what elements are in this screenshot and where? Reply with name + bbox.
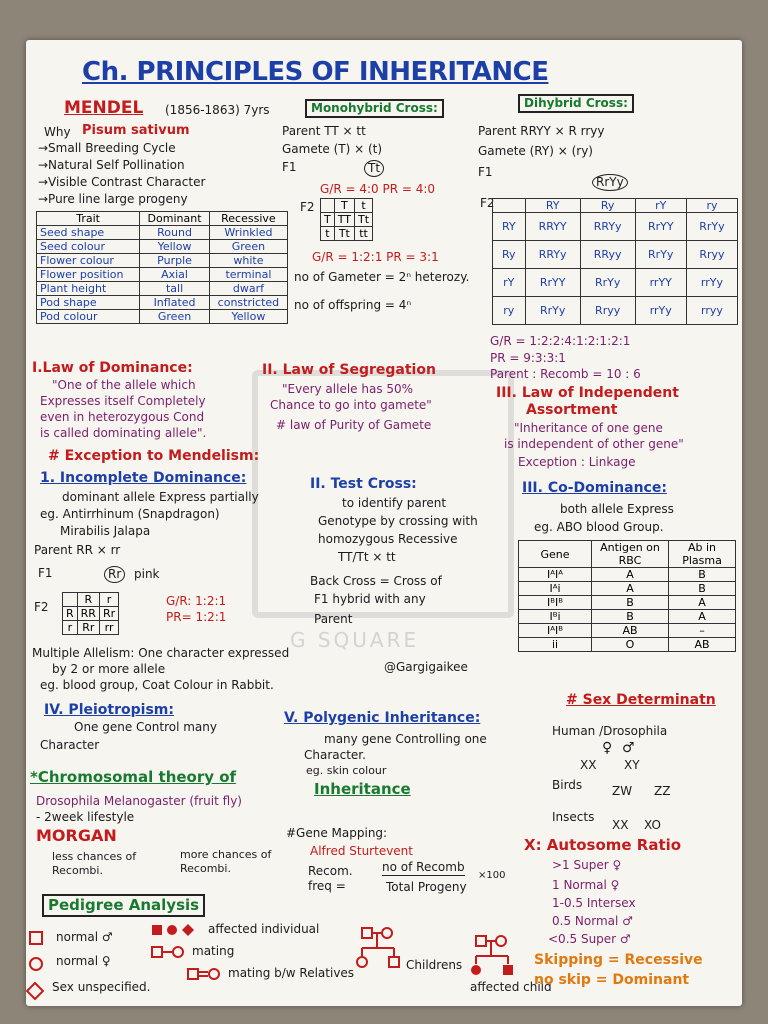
pedigree-heading: Pedigree Analysis bbox=[42, 894, 205, 917]
di-pr: PR = 9:3:3:1 bbox=[490, 351, 566, 365]
antibody-cell: A bbox=[669, 610, 736, 624]
alfred-sturtevent: Alfred Sturtevent bbox=[310, 844, 413, 858]
exc-parent: Parent RR × rr bbox=[34, 543, 121, 557]
punnett-cell: rY bbox=[493, 269, 526, 297]
trait-cell: Pod shape bbox=[37, 296, 140, 310]
punnett-cell: t bbox=[321, 227, 335, 241]
dominant-cell: Green bbox=[140, 310, 210, 324]
law-independent-heading: III. Law of Independent bbox=[496, 385, 679, 401]
punnett-cell: Ry bbox=[493, 241, 526, 269]
punnett-cell: TT bbox=[334, 213, 354, 227]
recessive-cell: terminal bbox=[209, 268, 287, 282]
punnett-cell: RrYy bbox=[525, 297, 580, 325]
normal-female-icon bbox=[28, 956, 44, 972]
gene-cell: ii bbox=[519, 638, 592, 652]
recomb-freq-label: Recom. freq = bbox=[308, 864, 353, 893]
normal-male-label: normal ♂ bbox=[56, 930, 113, 944]
law-independent-heading-2: Assortment bbox=[526, 402, 618, 418]
poly-line: eg. skin colour bbox=[306, 764, 387, 777]
gene-cell: Iᴬi bbox=[519, 582, 592, 596]
poly-line: many gene Controlling one bbox=[324, 732, 487, 746]
dominant-header: Dominant bbox=[140, 212, 210, 226]
punnett-cell: RRYy bbox=[580, 213, 635, 241]
normal-male-icon bbox=[28, 930, 44, 946]
human-xx: XX bbox=[580, 758, 597, 772]
birds-zw: ZW bbox=[612, 784, 633, 798]
no-skip-dominant: no skip = Dominant bbox=[534, 972, 690, 988]
reason-1: →Small Breeding Cycle bbox=[38, 141, 176, 155]
mating-label: mating bbox=[192, 944, 235, 958]
law-segregation-heading: II. Law of Segregation bbox=[262, 362, 436, 378]
why-label: Why bbox=[44, 125, 71, 139]
dihybrid-heading: Dihybrid Cross: bbox=[518, 94, 634, 113]
mendel-years: (1856-1863) 7yrs bbox=[165, 103, 270, 117]
birds-label: Birds bbox=[552, 778, 583, 792]
trait-cell: Pod colour bbox=[37, 310, 140, 324]
trait-cell: Seed shape bbox=[37, 226, 140, 240]
dominant-cell: Inflated bbox=[140, 296, 210, 310]
trait-cell: Flower colour bbox=[37, 254, 140, 268]
gametes-formula: no of Gameter = 2ⁿ heterozy. bbox=[294, 270, 470, 284]
formula-denominator: Total Progeny bbox=[386, 880, 467, 894]
more-chances: more chances of Recombi. bbox=[180, 848, 272, 875]
dominant-cell: Round bbox=[140, 226, 210, 240]
antigen-cell: B bbox=[592, 610, 669, 624]
punnett-cell: RR bbox=[77, 607, 99, 621]
antibody-cell: B bbox=[669, 582, 736, 596]
test-cross-heading: II. Test Cross: bbox=[310, 476, 417, 492]
gene-mapping-heading: #Gene Mapping: bbox=[286, 826, 388, 840]
skipping-recessive: Skipping = Recessive bbox=[534, 952, 703, 968]
punnett-cell: Rryy bbox=[580, 297, 635, 325]
dominant-cell: Yellow bbox=[140, 240, 210, 254]
multiple-allelism-line: Multiple Allelism: One character expressed bbox=[32, 646, 290, 660]
human-drosophila: Human /Drosophila bbox=[552, 724, 668, 738]
law-dominance-heading: I.Law of Dominance: bbox=[32, 360, 193, 376]
recessive-cell: dwarf bbox=[209, 282, 287, 296]
punnett-cell: rr bbox=[99, 621, 118, 635]
punnett-cell bbox=[493, 199, 526, 213]
mono-gamete: Gamete (T) × (t) bbox=[282, 142, 383, 156]
unspecified-diamond-icon bbox=[26, 982, 44, 1000]
test-line: TT/Tt × tt bbox=[338, 550, 396, 564]
recessive-cell: Wrinkled bbox=[209, 226, 287, 240]
mono-punnett bbox=[320, 198, 373, 241]
test-line: Genotype by crossing with bbox=[318, 514, 478, 528]
antigen-cell: B bbox=[592, 596, 669, 610]
di-parent: Parent RRYY × R rryy bbox=[478, 124, 605, 138]
exc-f2-label: F2 bbox=[34, 600, 49, 614]
punnett-cell: RRyy bbox=[580, 241, 635, 269]
pisum-sativum: Pisum sativum bbox=[82, 123, 190, 138]
formula-times: ×100 bbox=[478, 870, 506, 881]
punnett-cell: rrYy bbox=[686, 269, 737, 297]
sex-determination-heading: # Sex Determinatn bbox=[566, 692, 716, 708]
trait-cell: Flower position bbox=[37, 268, 140, 282]
di-punnett bbox=[492, 198, 738, 325]
recessive-cell: white bbox=[209, 254, 287, 268]
incomplete-dominance-heading: 1. Incomplete Dominance: bbox=[40, 470, 247, 486]
punnett-cell: RrYY bbox=[635, 213, 686, 241]
exc-pr: PR= 1:2:1 bbox=[166, 610, 227, 624]
gene-cell: Iᴮi bbox=[519, 610, 592, 624]
punnett-cell: rryy bbox=[686, 297, 737, 325]
punnett-cell: RRYY bbox=[525, 213, 580, 241]
insects-xo: XO bbox=[644, 818, 661, 832]
recessive-cell: constricted bbox=[209, 296, 287, 310]
offspring-formula: no of offspring = 4ⁿ bbox=[294, 298, 412, 312]
di-gr: G/R = 1:2:2:4:1:2:1:2:1 bbox=[490, 334, 631, 348]
normal-female-label: normal ♀ bbox=[56, 954, 111, 968]
autosome-line: >1 Super ♀ bbox=[552, 858, 622, 872]
antigen-header: Antigen on RBC bbox=[592, 541, 669, 568]
di-gamete: Gamete (RY) × (ry) bbox=[478, 144, 593, 158]
punnett-cell bbox=[63, 593, 78, 607]
punnett-cell: T bbox=[321, 213, 335, 227]
chromosomal-theory-heading: *Chromosomal theory of bbox=[30, 768, 237, 786]
law2-line: Chance to go into gamete" bbox=[270, 398, 432, 412]
recessive-cell: Yellow bbox=[209, 310, 287, 324]
punnett-cell: ry bbox=[686, 199, 737, 213]
punnett-cell: Tt bbox=[354, 213, 372, 227]
autosome-line: <0.5 Super ♂ bbox=[548, 932, 631, 946]
exc-punnett bbox=[62, 592, 119, 635]
gene-header: Gene bbox=[519, 541, 592, 568]
punnett-cell: RY bbox=[525, 199, 580, 213]
di-f1-label: F1 bbox=[478, 165, 493, 179]
mendel-heading: MENDEL bbox=[64, 98, 144, 118]
antigen-cell: O bbox=[592, 638, 669, 652]
monohybrid-heading: Monohybrid Cross: bbox=[305, 99, 444, 118]
punnett-cell: t bbox=[354, 199, 372, 213]
multiple-allelism-line: eg. blood group, Coat Colour in Rabbit. bbox=[40, 678, 274, 692]
morgan-heading: MORGAN bbox=[36, 826, 117, 845]
poly-line: Character. bbox=[304, 748, 366, 762]
punnett-cell: R bbox=[63, 607, 78, 621]
punnett-cell: Rr bbox=[77, 621, 99, 635]
exceptions-heading: # Exception to Mendelism: bbox=[48, 448, 260, 464]
autosome-line: 0.5 Normal ♂ bbox=[552, 914, 633, 928]
multiple-allelism-line: by 2 or more allele bbox=[52, 662, 166, 676]
autosome-line: 1-0.5 Intersex bbox=[552, 896, 636, 910]
punnett-cell: RY bbox=[493, 213, 526, 241]
relatives-mating-icon bbox=[186, 966, 222, 984]
abo-table bbox=[518, 540, 736, 652]
punnett-cell: ry bbox=[493, 297, 526, 325]
affected-individual-label: affected individual bbox=[208, 922, 320, 936]
gene-cell: IᴬIᴮ bbox=[519, 624, 592, 638]
female-symbol: ♀ bbox=[602, 740, 613, 756]
insects-label: Insects bbox=[552, 810, 595, 824]
insects-xx: XX bbox=[612, 818, 629, 832]
punnett-cell: r bbox=[63, 621, 78, 635]
antibody-cell: – bbox=[669, 624, 736, 638]
antigen-cell: AB bbox=[592, 624, 669, 638]
back-cross-line: F1 hybrid with any bbox=[314, 592, 426, 606]
mono-f1: Tt bbox=[364, 160, 384, 177]
gene-cell: IᴮIᴮ bbox=[519, 596, 592, 610]
punnett-cell: rY bbox=[635, 199, 686, 213]
trait-table bbox=[36, 211, 288, 324]
pink-label: pink bbox=[134, 567, 160, 581]
page-title: Ch. PRINCIPLES OF INHERITANCE bbox=[82, 57, 549, 87]
back-cross-line: Back Cross = Cross of bbox=[310, 574, 442, 588]
punnett-cell: Rr bbox=[99, 607, 118, 621]
reason-4: →Pure line large progeny bbox=[38, 192, 188, 206]
author-handle: @Gargigaikee bbox=[384, 660, 468, 674]
punnett-cell: RrYY bbox=[525, 269, 580, 297]
antibody-cell: B bbox=[669, 568, 736, 582]
punnett-cell: T bbox=[334, 199, 354, 213]
exc-f1-label: F1 bbox=[38, 566, 53, 580]
di-recomb: Parent : Recomb = 10 : 6 bbox=[490, 367, 641, 381]
pleiotropism-heading: IV. Pleiotropism: bbox=[44, 702, 174, 718]
incomplete-line: eg. Antirrhinum (Snapdragon) bbox=[40, 507, 220, 521]
unspecified-label: Sex unspecified. bbox=[52, 980, 151, 994]
law1-line: Expresses itself Completely bbox=[40, 394, 206, 408]
less-chances: less chances of Recombi. bbox=[52, 850, 137, 877]
law3-line: "Inheritance of one gene bbox=[514, 421, 663, 435]
incomplete-line: Mirabilis Jalapa bbox=[60, 524, 151, 538]
punnett-cell: RRYy bbox=[525, 241, 580, 269]
punnett-cell: R bbox=[77, 593, 99, 607]
antigen-cell: A bbox=[592, 582, 669, 596]
linkage-exception: Exception : Linkage bbox=[518, 455, 636, 469]
reason-3: →Visible Contrast Character bbox=[38, 175, 206, 189]
trait-cell: Seed colour bbox=[37, 240, 140, 254]
dominant-cell: Purple bbox=[140, 254, 210, 268]
recessive-cell: Green bbox=[209, 240, 287, 254]
antibody-cell: A bbox=[669, 596, 736, 610]
dominant-cell: tall bbox=[140, 282, 210, 296]
chromo-line: - 2week lifestyle bbox=[36, 810, 135, 824]
pleio-line: One gene Control many bbox=[74, 720, 217, 734]
trait-header: Trait bbox=[37, 212, 140, 226]
gene-cell: IᴬIᴬ bbox=[519, 568, 592, 582]
codom-line: eg. ABO blood Group. bbox=[534, 520, 664, 534]
mono-ratio-2: G/R = 1:2:1 PR = 3:1 bbox=[312, 250, 439, 264]
trait-cell: Plant height bbox=[37, 282, 140, 296]
punnett-cell: RrYy bbox=[580, 269, 635, 297]
recessive-header: Recessive bbox=[209, 212, 287, 226]
pleio-line: Character bbox=[40, 738, 100, 752]
exc-gr: G/R: 1:2:1 bbox=[166, 594, 227, 608]
chromo-line: Drosophila Melanogaster (fruit fly) bbox=[36, 794, 242, 808]
punnett-cell: r bbox=[99, 593, 118, 607]
law1-line: is called dominating allele". bbox=[40, 426, 207, 440]
test-line: to identify parent bbox=[342, 496, 447, 510]
autosome-line: 1 Normal ♀ bbox=[552, 878, 620, 892]
punnett-cell: Rryy bbox=[686, 241, 737, 269]
punnett-cell bbox=[321, 199, 335, 213]
chromosomal-theory-heading-2: Inheritance bbox=[314, 780, 411, 798]
affected-child-label: affected child bbox=[470, 980, 552, 994]
dominant-cell: Axial bbox=[140, 268, 210, 282]
test-line: homozygous Recessive bbox=[318, 532, 458, 546]
autosome-ratio-heading: X: Autosome Ratio bbox=[524, 836, 682, 854]
human-xy: XY bbox=[624, 758, 640, 772]
mono-ratio: G/R = 4:0 PR = 4:0 bbox=[320, 182, 436, 196]
antigen-cell: A bbox=[592, 568, 669, 582]
affected-child-icon bbox=[470, 934, 520, 980]
reason-2: →Natural Self Pollination bbox=[38, 158, 185, 172]
male-symbol: ♂ bbox=[622, 740, 635, 756]
di-f1: RrYy bbox=[592, 174, 628, 191]
law2-line: "Every allele has 50% bbox=[282, 382, 414, 396]
punnett-cell: rrYy bbox=[635, 297, 686, 325]
purity-of-gamete: # law of Purity of Gamete bbox=[276, 418, 432, 432]
formula-numerator: no of Recomb bbox=[382, 860, 465, 874]
exc-f1: Rr bbox=[104, 566, 125, 583]
antibody-header: Ab in Plasma bbox=[669, 541, 736, 568]
incomplete-line: dominant allele Express partially bbox=[62, 490, 259, 504]
mating-icon bbox=[150, 944, 186, 960]
di-f2-label: F2 bbox=[480, 196, 495, 210]
children-label: Childrens bbox=[406, 958, 463, 972]
back-cross-line: Parent bbox=[314, 612, 353, 626]
law3-line: is independent of other gene" bbox=[504, 437, 684, 451]
polygenic-heading: V. Polygenic Inheritance: bbox=[284, 710, 481, 726]
watermark-text: G SQUARE bbox=[290, 628, 420, 652]
birds-zz: ZZ bbox=[654, 784, 671, 798]
punnett-cell: Tt bbox=[334, 227, 354, 241]
punnett-cell: RrYy bbox=[635, 241, 686, 269]
law1-line: even in heterozygous Cond bbox=[40, 410, 205, 424]
mono-parent: Parent TT × tt bbox=[282, 124, 366, 138]
punnett-cell: Ry bbox=[580, 199, 635, 213]
punnett-cell: tt bbox=[354, 227, 372, 241]
co-dominance-heading: III. Co-Dominance: bbox=[522, 480, 667, 496]
punnett-cell: RrYy bbox=[686, 213, 737, 241]
mono-f2-label: F2 bbox=[300, 200, 315, 214]
codom-line: both allele Express bbox=[560, 502, 674, 516]
relatives-label: mating b/w Relatives bbox=[228, 966, 355, 980]
law1-line: "One of the allele which bbox=[52, 378, 196, 392]
antibody-cell: AB bbox=[669, 638, 736, 652]
punnett-cell: rrYY bbox=[635, 269, 686, 297]
mono-f1-label: F1 bbox=[282, 160, 297, 174]
affected-individual-icons bbox=[150, 922, 206, 938]
children-pedigree-icon bbox=[356, 926, 406, 972]
